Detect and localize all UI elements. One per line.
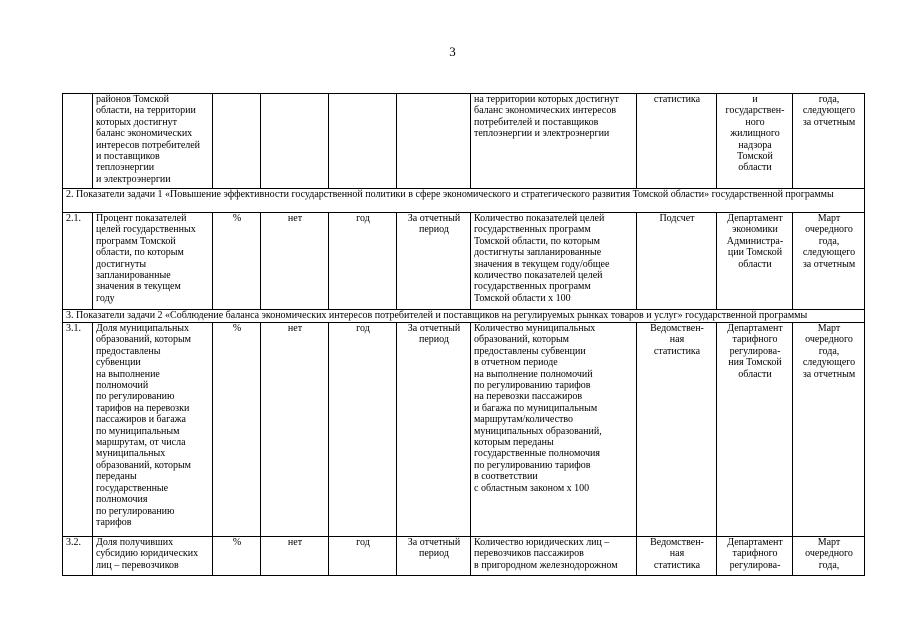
cell-unit: % [213,323,261,537]
cell-deadline: года, следующего за отчетным [793,94,865,189]
cell-num: 3.2. [63,537,93,576]
cell-num: 2.1. [63,213,93,310]
cell-responsible: Департамент тарифного регулирова- ния Томской области [717,323,793,537]
cell-accumulation [261,94,329,189]
cell-accumulation: нет [261,323,329,537]
cell-accumulation: нет [261,213,329,310]
table-row-continued [63,94,865,189]
table-row-3-2 [63,537,865,576]
cell-deadline: Март очередного года, следующего за отчетным [793,323,865,537]
indicators-table [62,93,865,576]
section-title-3: 3. Показатели задачи 2 «Соблюдение баланса экономических интересов потребителей и поставщиков на регулируемых рынках товаров и услуг» государственной программы [63,310,865,323]
cell-accumulation: нет [261,537,329,576]
cell-time-char [397,94,471,189]
section-title-2: 2. Показатели задачи 1 «Повышение эффективности государственной политики в сфере экономического и стратегического развития Томской области» государственной программы [63,189,865,213]
table-row-2-1 [63,213,865,310]
cell-time-char: За отчетный период [397,213,471,310]
cell-indicator-name: Доля получивших субсидию юридических лиц – перевозчиков [93,537,213,576]
cell-time-char: За отчетный период [397,323,471,537]
cell-method: Ведомствен- ная статистика [637,323,717,537]
cell-unit: % [213,213,261,310]
cell-periodicity: год [329,213,397,310]
cell-method: Ведомствен- ная статистика [637,537,717,576]
cell-num: 3.1. [63,323,93,537]
cell-unit [213,94,261,189]
cell-formula: на территории которых достигнут баланс экономических интересов потребителей и поставщиков теплоэнергии и электроэнергии [471,94,637,189]
cell-formula: Количество юридических лиц – перевозчиков пассажиров в пригородном железнодорожном [471,537,637,576]
page-number: 3 [449,44,456,59]
cell-periodicity: год [329,537,397,576]
cell-formula: Количество показателей целей государственных программ Томской области, по которым достигнуты запланированные значения в текущем году/общее количество показателей целей государственных программ Томской области x 100 [471,213,637,310]
cell-responsible: Департамент тарифного регулирова- [717,537,793,576]
cell-responsible: и государствен- ного жилищного надзора Томской области [717,94,793,189]
cell-responsible: Департамент экономики Администра- ции Томской области [717,213,793,310]
cell-deadline: Март очередного года, следующего за отчетным [793,213,865,310]
table-row-3-1 [63,323,865,537]
section-header-row [63,189,865,213]
cell-time-char: За отчетный период [397,537,471,576]
cell-method: статистика [637,94,717,189]
cell-indicator-name: Процент показателей целей государственных программ Томской области, по которым достигнуты запланированные значения в текущем году [93,213,213,310]
cell-formula: Количество муниципальных образований, которым предоставлены субвенции в отчетном периоде на выполнение полномочий по регулированию тарифов на перевозки пассажиров и багажа по муниципальным маршрутам/количество муниципальных образований, которым переданы государственные полномочия по регулированию тарифов в соответствии с областным законом x 100 [471,323,637,537]
cell-deadline: Март очередного года, [793,537,865,576]
cell-method: Подсчет [637,213,717,310]
cell-indicator-name: Доля муниципальных образований, которым предоставлены субвенции на выполнение полномочий по регулированию тарифов на перевозки пассажиров и багажа по муниципальным маршрутам, от числа муниципальных образований, которым переданы государственные полномочия по регулированию тарифов [93,323,213,537]
cell-num [63,94,93,189]
section-header-row [63,310,865,323]
cell-periodicity [329,94,397,189]
cell-indicator-name: районов Томской области, на территории которых достигнут баланс экономических интересов потребителей и поставщиков теплоэнергии и электроэнергии [93,94,213,189]
cell-periodicity: год [329,323,397,537]
cell-unit: % [213,537,261,576]
